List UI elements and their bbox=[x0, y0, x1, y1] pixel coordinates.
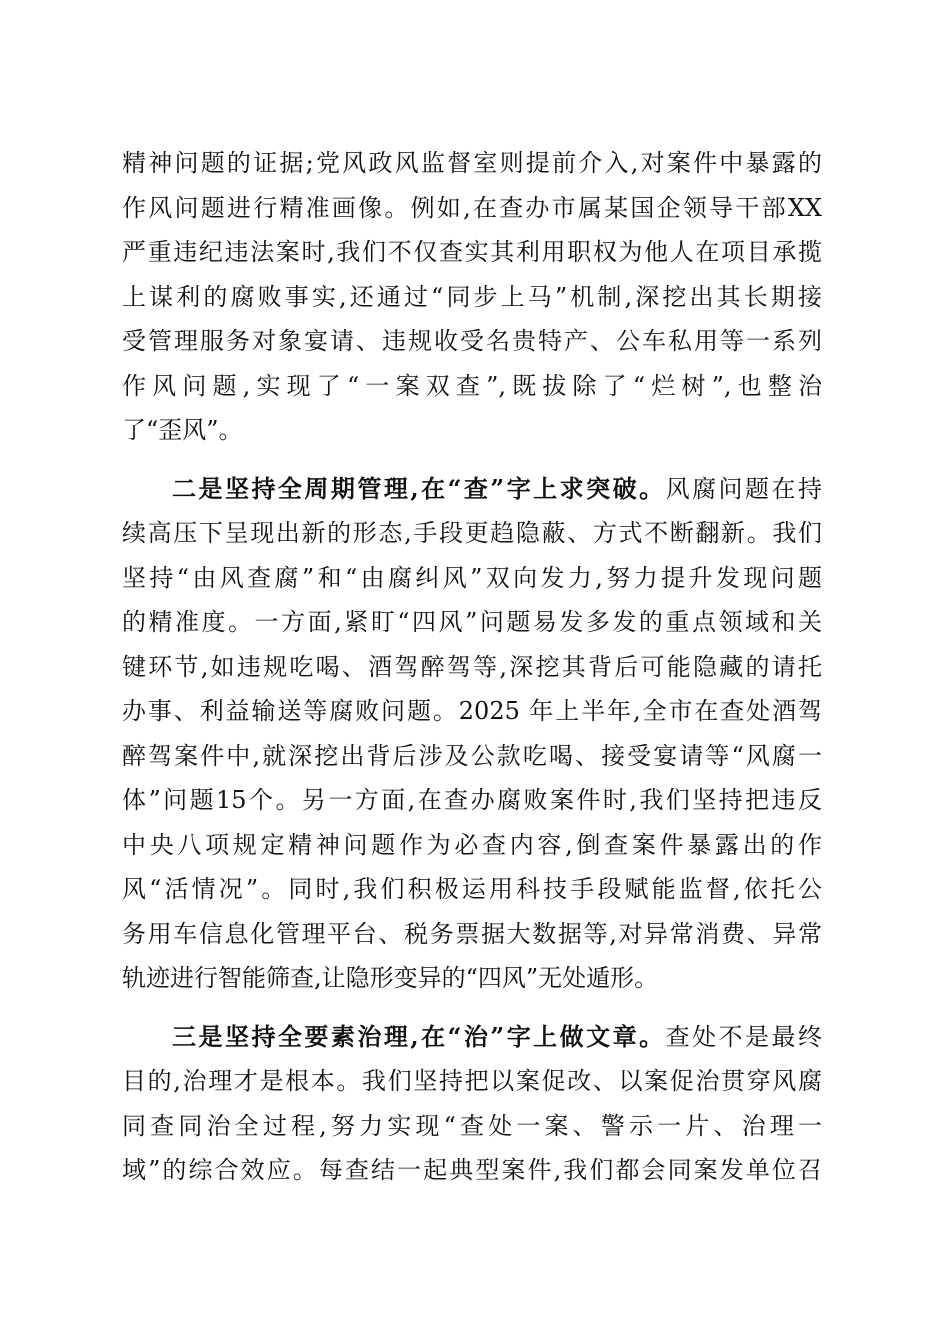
paragraph-2-line-6: 办事、利益输送等腐败问题。2025 年上半年,全市在查处酒驾 bbox=[122, 697, 822, 725]
paragraph-2-line-1-text: 风腐问题在持 bbox=[665, 474, 822, 503]
paragraph-2 bbox=[122, 467, 822, 1001]
paragraph-3-line-1-text: 查处不是最终 bbox=[665, 1022, 822, 1051]
paragraph-2-heading: 二是坚持全周期管理,在“查”字上求突破。 bbox=[172, 473, 666, 503]
paragraph-2-line-11: 务用车信息化管理平台、税务票据大数据等,对异常消费、异常 bbox=[122, 919, 822, 948]
paragraph-1-line-2: 作风问题进行精准画像。例如,在查办市属某国企领导干部XX bbox=[122, 193, 822, 222]
paragraph-2-line-7: 醉驾案件中,就深挖出背后涉及公款吃喝、接受宴请等“风腐一 bbox=[122, 741, 822, 770]
paragraph-2-line-8: 体”问题15个。另一方面,在查办腐败案件时,我们坚持把违反 bbox=[122, 786, 822, 814]
paragraph-3-line-4: 域”的综合效应。每查结一起典型案件,我们都会同案发单位召 bbox=[122, 1156, 822, 1184]
paragraph-1-line-7: 了“歪风”。 bbox=[122, 416, 243, 444]
paragraph-2-line-12: 轨迹进行智能筛查,让隐形变异的“四风”无处遁形。 bbox=[122, 964, 659, 992]
body-text bbox=[122, 141, 822, 1193]
paragraph-3-line-3: 同查同治全过程,努力实现“查处一案、警示一片、治理一 bbox=[122, 1111, 822, 1140]
paragraph-1-line-5: 受管理服务对象宴请、违规收受名贵特产、公车私用等一系列 bbox=[122, 327, 822, 355]
paragraph-2-line-10: 风“活情况”。同时,我们积极运用科技手段赋能监督,依托公 bbox=[122, 875, 822, 903]
paragraph-1-line-3: 严重违纪违法案时,我们不仅查实其利用职权为他人在项目承揽 bbox=[122, 238, 822, 266]
paragraph-2-line-3: 坚持“由风查腐”和“由腐纠风”双向发力,努力提升发现问题 bbox=[122, 563, 822, 592]
paragraph-3-line-1 bbox=[122, 1015, 822, 1060]
paragraph-2-line-2: 续高压下呈现出新的形态,手段更趋隐蔽、方式不断翻新。我们 bbox=[122, 519, 822, 547]
paragraph-2-line-1 bbox=[122, 467, 822, 512]
paragraph-2-line-9: 中央八项规定精神问题作为必查内容,倒查案件暴露出的作 bbox=[122, 830, 822, 859]
paragraph-3 bbox=[122, 1015, 822, 1193]
paragraph-3-heading: 三是坚持全要素治理,在“治”字上做文章。 bbox=[172, 1021, 666, 1051]
paragraph-1 bbox=[122, 141, 822, 453]
paragraph-1-line-1: 精神问题的证据;党风政风监督室则提前介入,对案件中暴露的 bbox=[122, 149, 822, 177]
paragraph-1-line-4: 上谋利的腐败事实,还通过“同步上马”机制,深挖出其长期接 bbox=[122, 282, 822, 311]
paragraph-3-line-2: 目的,治理才是根本。我们坚持把以案促改、以案促治贯穿风腐 bbox=[122, 1067, 822, 1095]
paragraph-2-line-4: 的精准度。一方面,紧盯“四风”问题易发多发的重点领域和关 bbox=[122, 608, 822, 636]
paragraph-1-line-6: 作风问题,实现了“一案双查”,既拔除了“烂树”,也整治 bbox=[122, 371, 822, 400]
paragraph-2-line-5: 键环节,如违规吃喝、酒驾醉驾等,深挖其背后可能隐藏的请托 bbox=[122, 652, 822, 681]
